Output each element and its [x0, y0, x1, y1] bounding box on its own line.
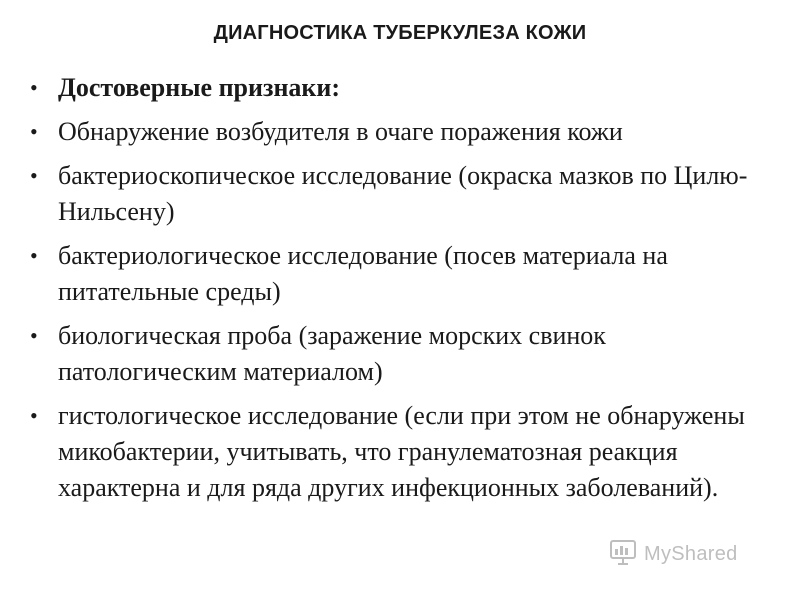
bullet-text: биологическая проба (заражение морских свинок патологическим материалом) [58, 321, 606, 386]
bullet-item [28, 238, 768, 310]
bullet-text: бактериологическое исследование (посев материала на питательные среды) [58, 241, 668, 306]
bullet-list [28, 70, 768, 514]
bullet-item [28, 158, 768, 230]
watermark-text: MyShared [644, 542, 738, 565]
bullet-dot: • [30, 323, 38, 348]
bullet-text: Достоверные признаки: [58, 73, 341, 102]
slide-title: ДИАГНОСТИКА ТУБЕРКУЛЕЗА КОЖИ [213, 22, 587, 44]
bullet-dot: • [30, 119, 38, 144]
bullet-text: гистологическое исследование (если при этом не обнаружены микобактерии, учитывать, что гранулематозная реакция характерна и для ряда других инфекционных заболеваний). [58, 401, 745, 502]
presentation-board-icon [608, 537, 638, 572]
bullet-dot: • [30, 243, 38, 268]
bullet-item [28, 398, 768, 506]
bullet-dot: • [30, 403, 38, 428]
bullet-item [28, 70, 768, 106]
bullet-text: бактериоскопическое исследование (окраска мазков по Цилю-Нильсену) [58, 161, 748, 226]
bullet-item [28, 114, 768, 150]
bullet-item [28, 318, 768, 390]
myshared-watermark [608, 534, 768, 574]
bullet-dot: • [30, 163, 38, 188]
bullet-dot: • [30, 75, 38, 100]
bullet-text: Обнаружение возбудителя в очаге поражения кожи [58, 117, 623, 146]
